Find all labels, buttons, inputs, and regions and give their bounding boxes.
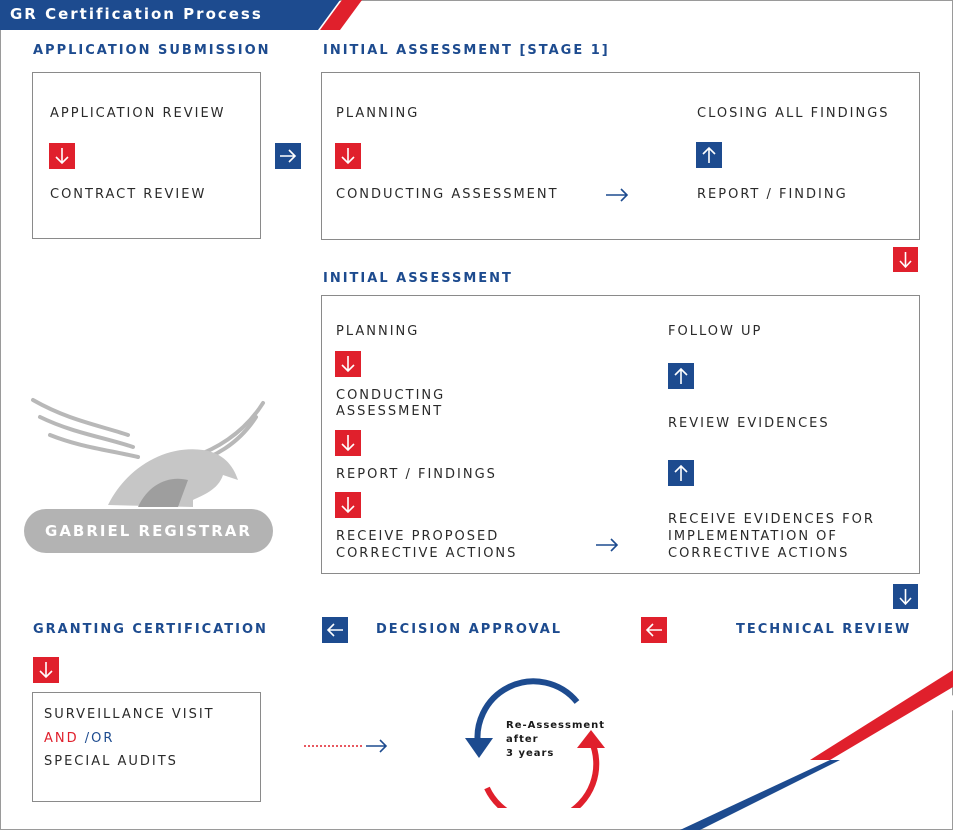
logo-name: GABRIEL REGISTRAR xyxy=(45,522,252,540)
reassessment-line1: Re-Assessment xyxy=(506,720,606,731)
page-title: GR Certification Process xyxy=(10,5,263,23)
stage1-conducting-label: CONDUCTING ASSESSMENT xyxy=(336,187,559,202)
arrow-down-icon xyxy=(335,492,361,518)
surveillance-line3: SPECIAL AUDITS xyxy=(44,754,178,769)
initial-review-evidences-label: REVIEW EVIDENCES xyxy=(668,416,830,431)
arrow-down-icon xyxy=(33,657,59,683)
arrow-down-icon xyxy=(49,143,75,169)
section-initial-assessment-stage1: INITIAL ASSESSMENT [STAGE 1] xyxy=(323,43,610,58)
initial-evidences-line2: IMPLEMENTATION OF xyxy=(668,529,838,544)
application-review-label: APPLICATION REVIEW xyxy=(50,106,226,121)
surveillance-or: /OR xyxy=(84,731,115,746)
stage1-closing-label: CLOSING ALL FINDINGS xyxy=(697,106,890,121)
arrow-up-icon xyxy=(696,142,722,168)
surveillance-and-or xyxy=(44,730,114,747)
initial-planning-label: PLANNING xyxy=(336,324,420,339)
arrow-right-icon xyxy=(275,143,301,169)
eagle-logo-icon xyxy=(28,395,273,510)
section-decision-approval: DECISION APPROVAL xyxy=(376,622,563,637)
initial-conducting-line1: CONDUCTING xyxy=(336,388,446,403)
stage1-report-label: REPORT / FINDING xyxy=(697,187,848,202)
dotted-arrow-right-icon xyxy=(302,736,392,756)
section-technical-review: TECHNICAL REVIEW xyxy=(736,622,912,637)
stage1-box xyxy=(321,72,920,240)
arrow-down-icon xyxy=(893,584,918,609)
arrow-down-icon xyxy=(335,430,361,456)
surveillance-and: AND xyxy=(44,731,79,746)
arrow-down-icon xyxy=(335,143,361,169)
arrow-right-icon xyxy=(604,185,630,205)
arrow-left-icon xyxy=(322,617,348,643)
arrow-down-icon xyxy=(893,247,918,272)
initial-evidences-line1: RECEIVE EVIDENCES FOR xyxy=(668,512,875,527)
contract-review-label: CONTRACT REVIEW xyxy=(50,187,207,202)
arrow-up-icon xyxy=(668,460,694,486)
arrow-up-icon xyxy=(668,363,694,389)
reassessment-label xyxy=(506,719,605,761)
arrow-down-icon xyxy=(335,351,361,377)
stage1-planning-label: PLANNING xyxy=(336,106,420,121)
reassessment-line2: after xyxy=(506,734,539,745)
arrow-right-icon xyxy=(594,535,620,555)
corner-stripes-decoration xyxy=(680,665,953,830)
section-granting-certification: GRANTING CERTIFICATION xyxy=(33,622,268,637)
section-initial-assessment: INITIAL ASSESSMENT xyxy=(323,271,513,286)
initial-receive-line2: CORRECTIVE ACTIONS xyxy=(336,546,518,561)
arrow-left-icon xyxy=(641,617,667,643)
initial-receive-line1: RECEIVE PROPOSED xyxy=(336,529,500,544)
section-application-submission: APPLICATION SUBMISSION xyxy=(33,43,271,58)
initial-report-label: REPORT / FINDINGS xyxy=(336,467,497,482)
initial-conducting-line2: ASSESSMENT xyxy=(336,404,444,419)
reassessment-line3: 3 years xyxy=(506,748,555,759)
initial-evidences-line3: CORRECTIVE ACTIONS xyxy=(668,546,850,561)
initial-follow-up-label: FOLLOW UP xyxy=(668,324,763,339)
surveillance-line1: SURVEILLANCE VISIT xyxy=(44,707,215,722)
